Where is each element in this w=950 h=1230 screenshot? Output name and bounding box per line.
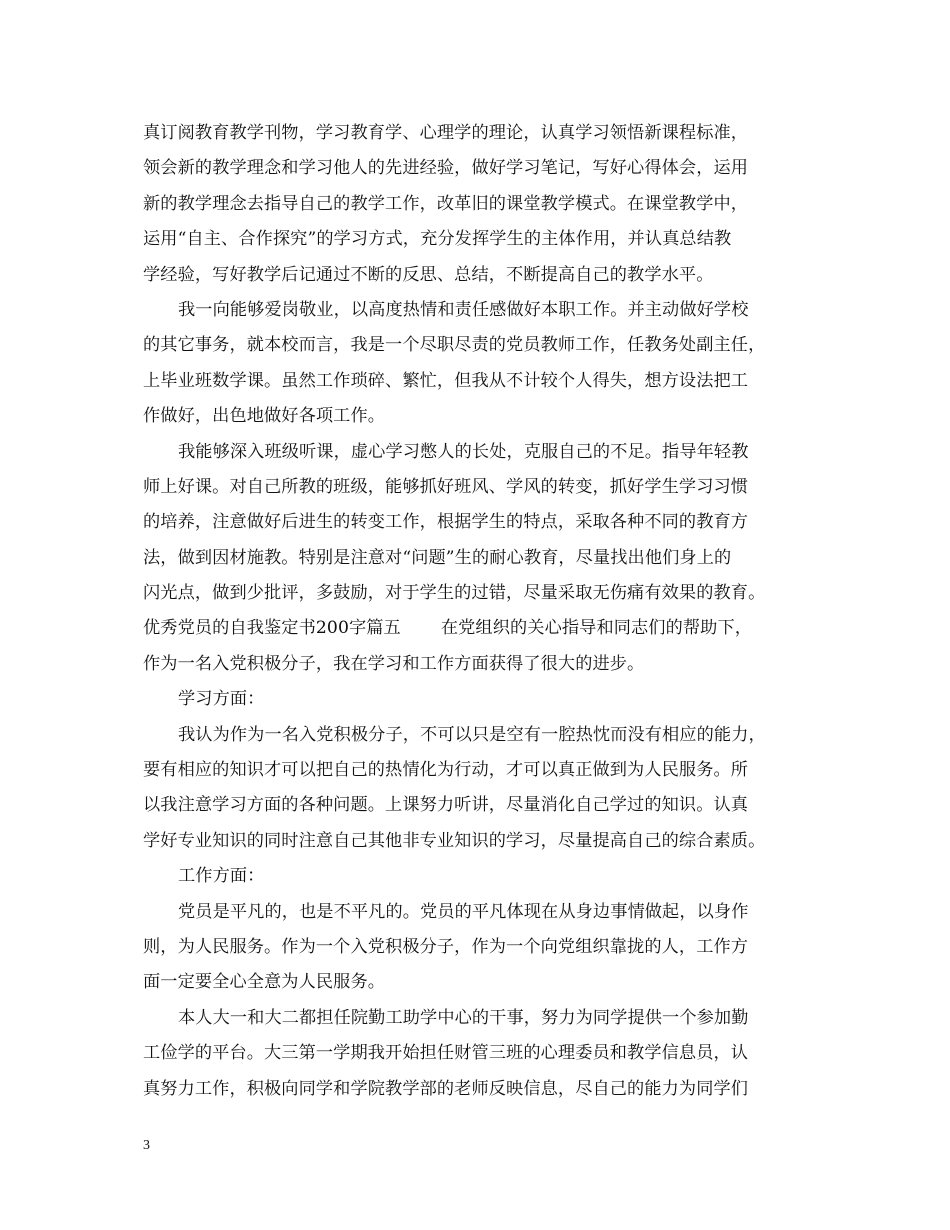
section-heading-line: [143, 611, 823, 646]
text-line: 则，为人民服务。作为一个入党积极分子，作为一个向党组织靠拢的人，工作方: [143, 936, 749, 957]
text-line: 真订阅教育教学刊物，学习教育学、心理学的理论，认真学习领悟新课程标准，: [143, 123, 749, 143]
text-line: 工俭学的平台。大三第一学期我开始担任财管三班的心理委员和教学信息员，认: [143, 1043, 749, 1064]
text-line: 作为一名入党积极分子，我在学习和工作方面获得了很大的进步。: [143, 653, 645, 674]
text-line: 学好专业知识的同时注意自己其他非专业知识的学习，尽量提高自己的综合素质。: [143, 830, 766, 851]
text-line: 的其它事务，就本校而言，我是一个尽职尽责的党员教师工作，任教务处副主任，: [143, 335, 766, 356]
text-line: 运用“自主、合作探究”的学习方式，充分发挥学生的主体作用，并认真总结教: [143, 229, 732, 250]
subheading-line: 学习方面：: [178, 689, 265, 710]
subheading-line: 工作方面：: [178, 866, 265, 887]
section-title: 优秀党员的自我鉴定书200字篇五: [143, 618, 401, 639]
text-line: 上毕业班数学课。虽然工作琐碎、繁忙，但我从不计较个人得失，想方设法把工: [143, 370, 749, 391]
text-line: 领会新的教学理念和学习他人的先进经验，做好学习笔记，写好心得体会，运用: [143, 158, 749, 179]
paragraph-start-line: 我一向能够爱岗敬业，以高度热情和责任感做好本职工作。并主动做好学校: [178, 299, 749, 320]
paragraph-start-line: 党员是平凡的，也是不平凡的。党员的平凡体现在从身边事情做起，以身作: [178, 901, 749, 922]
text-line: 学经验，写好教学后记通过不断的反思、总结，不断提高自己的教学水平。: [143, 264, 714, 285]
paragraph-start-line: 我能够深入班级听课，虚心学习憋人的长处，克服自己的不足。指导年轻教: [178, 441, 749, 462]
text-line: 作做好，出色地做好各项工作。: [143, 406, 386, 427]
paragraph-start-line: 本人大一和大二都担任院勤工助学中心的干事，努力为同学提供一个参加勤: [178, 1007, 749, 1028]
page-number: 3: [143, 1138, 150, 1153]
text-line: 以我注意学习方面的各种问题。上课努力听讲，尽量消化自己学过的知识。认真: [143, 795, 749, 816]
section-intro-text: 在党组织的关心指导和同志们的帮助下，: [440, 618, 753, 639]
text-line: 真努力工作，积极向同学和学院教学部的老师反映信息，尽自己的能力为同学们: [143, 1078, 749, 1099]
document-body: [143, 116, 823, 1107]
text-line: 新的教学理念去指导自己的教学工作，改革旧的课堂教学模式。在课堂教学中，: [143, 193, 749, 214]
text-line: 闪光点，做到少批评，多鼓励，对于学生的过错，尽量采取无伤痛有效果的教育。: [143, 583, 766, 604]
text-line: 面一定要全心全意为人民服务。: [143, 972, 386, 993]
text-line: 的培养，注意做好后进生的转变工作，根据学生的特点，采取各种不同的教育方: [143, 512, 749, 533]
paragraph-start-line: 我认为作为一名入党积极分子，不可以只是空有一腔热忱而没有相应的能力，: [178, 724, 766, 745]
text-line: 法，做到因材施教。特别是注意对“问题”生的耐心教育，尽量找出他们身上的: [143, 547, 732, 568]
text-line: 要有相应的知识才可以把自己的热情化为行动，才可以真正做到为人民服务。所: [143, 760, 749, 781]
text-line: 师上好课。对自己所教的班级，能够抓好班风、学风的转变，抓好学生学习习惯: [143, 476, 749, 497]
